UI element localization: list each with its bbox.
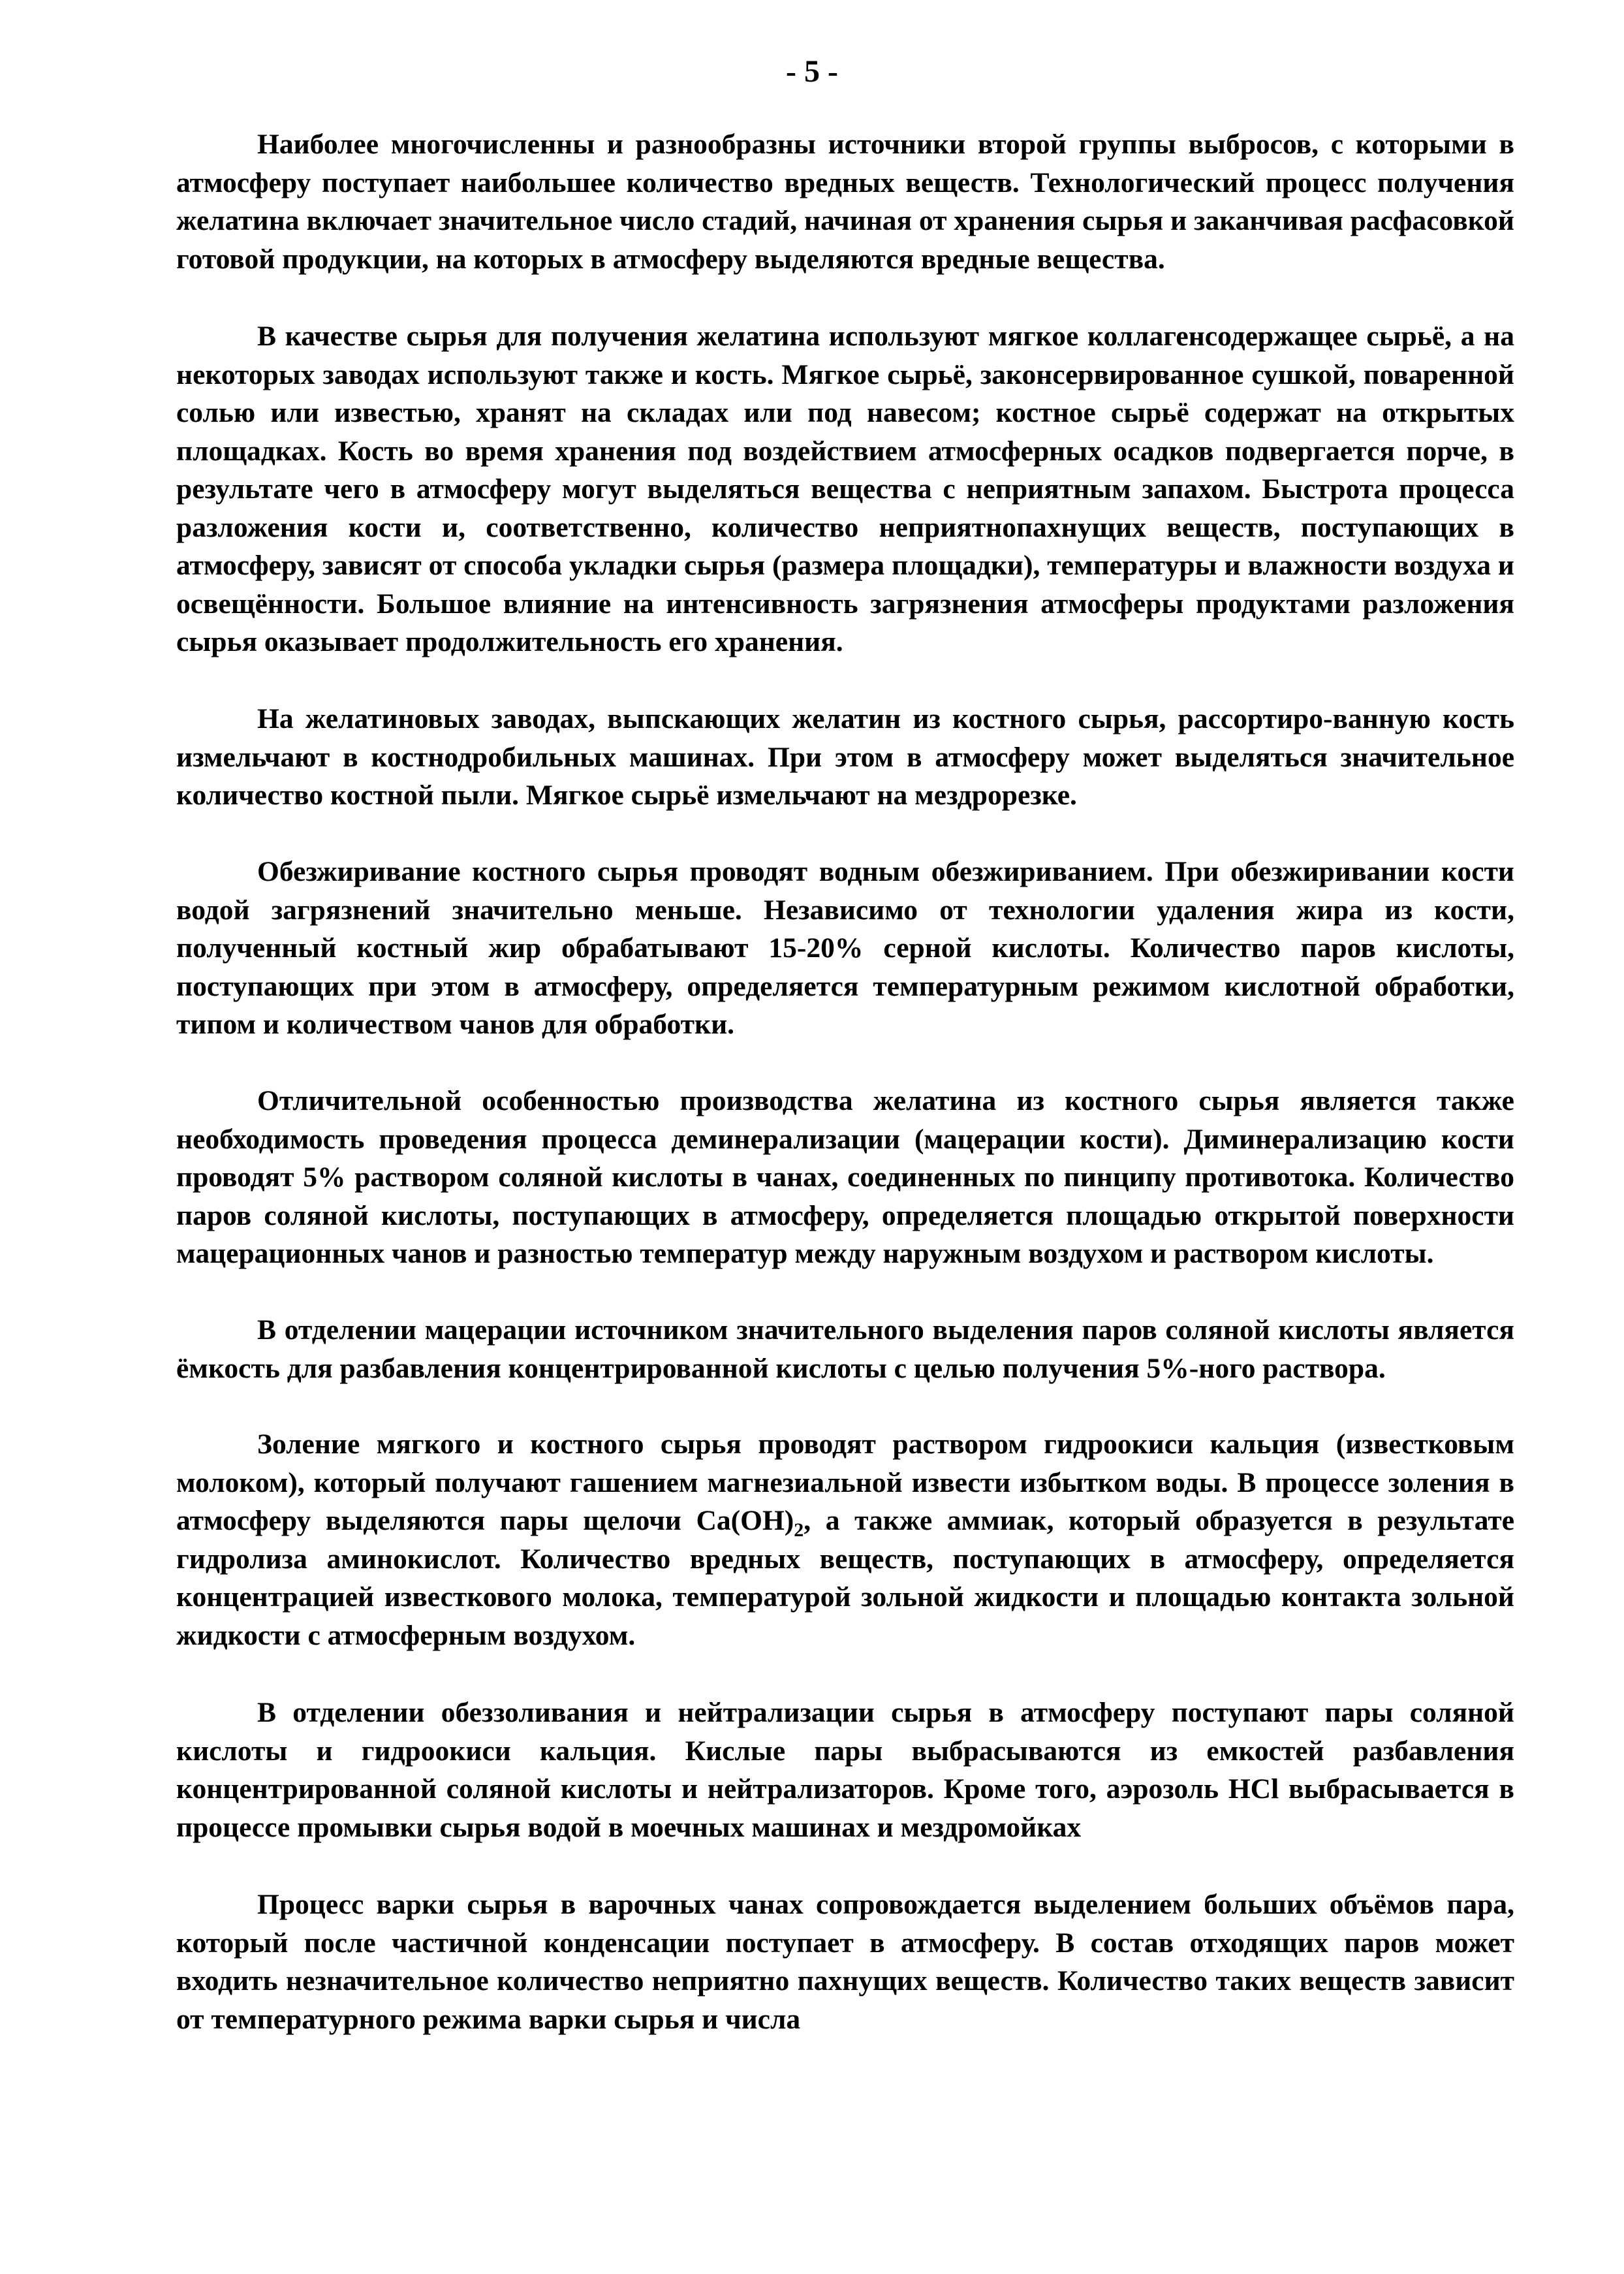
paragraph-raw-material-storage: В качестве сырья для получения желатина используют мягкое коллагенсодержащее сырьё, а на некоторых заводах используют также и кость. Мягкое сырьё, законсервированное сушкой, поваренной солью или известью, хранят на складах или под навесом; костное сырьё содержат на открытых площадках. Кость во время хранения под воздействием атмосферных осадков подвергается порче, в результате чего в атмосферу могут выделяться вещества с неприятным запахом. Быстрота процесса разложения кости и, соответственно, количество неприятнопахнущих веществ, поступающих в атмосферу, зависят от способа укладки сырья (размера площадки), температуры и влажности воздуха и освещённости. Большое влияние на интенсивность загрязнения атмосферы продуктами разложения сырья оказывает продолжительность его хранения. [176,321,1514,657]
paragraph-emission-sources: Наиболее многочисленны и разнообразны источники второй группы выбросов, с которыми в атмосферу поступает наибольшее количество вредных веществ. Технологический процесс получения желатина включает значительное число стадий, начиная от хранения сырья и заканчивая расфасовкой готовой продукции, на которых в атмосферу выделяются вредные вещества. [176,129,1514,275]
paragraph-boiling: Процесс варки сырья в варочных чанах сопровождается выделением больших объёмов пара, который после частичной конденсации поступает в атмосферу. В состав отходящих паров может входить незначительное количество неприятно пахнущих веществ. Количество таких веществ зависит от температурного режима варки сырья и числа [176,1889,1514,2035]
page-number: - 5 - [786,54,838,89]
liming-text-start: Золение мягкого и костного сырья проводят раствором гидроокиси кальция (известковым молоком), который получают гашением магнезиальной извести избытком воды. В процессе золения в атмосферу выделяются пары щелочи Ca(OH) [176,1429,1514,1536]
paragraph-degreasing: Обезжиривание костного сырья проводят водным обезжириванием. При обезжиривании кости водой загрязнений значительно меньше. Независимо от технологии удаления жира из кости, полученный костный жир обрабатывают 15-20% серной кислоты. Количество паров кислоты, поступающих при этом в атмосферу, определяется температурным режимом кислотной обработки, типом и количеством чанов для обработки. [176,856,1514,1040]
paragraph-deliming-neutralization: В отделении обеззоливания и нейтрализации сырья в атмосферу поступают пары соляной кислоты и гидроокиси кальция. Кислые пары выбрасываются из емкостей разбавления концентрированной соляной кислоты и нейтрализаторов. Кроме того, аэрозоль HCl выбрасывается в процессе промывки сырья водой в моечных машинах и мездромойках [176,1697,1514,1843]
formula-subscript: 2 [794,1519,804,1541]
paragraph-demineralization: Отличительной особенностью производства желатина из костного сырья является также необходимость проведения процесса деминерализации (мацерации кости). Диминерализацию кости проводят 5% раствором соляной кислоты в чанах, соединенных по пинципу противотока. Количество паров соляной кислоты, поступающих в атмосферу, определяется площадью открытой поверхности мацерационных чанов и разностью температур между наружным воздухом и раствором кислоты. [176,1085,1514,1269]
liming-text-end: , а также аммиак, который образуется в результате гидролиза аминокислот. Количество вредных веществ, поступающих в атмосферу, определяется концентрацией известкового молока, температурой зольной жидкости и площадью контакта зольной жидкости с атмосферным воздухом. [176,1505,1515,1651]
paragraph-maceration-department: В отделении мацерации источником значительного выделения паров соляной кислоты является ёмкость для разбавления концентрированной кислоты с целью получения 5%-ного раствора. [176,1314,1514,1384]
paragraph-liming [176,1425,1514,1654]
paragraph-bone-crushing: На желатиновых заводах, выпскающих желатин из костного сырья, рассортиро-ванную кость измельчают в костнодробильных машинах. При этом в атмосферу может выделяться значительное количество костной пыли. Мягкое сырьё измельчают на мездрорезке. [176,703,1514,811]
